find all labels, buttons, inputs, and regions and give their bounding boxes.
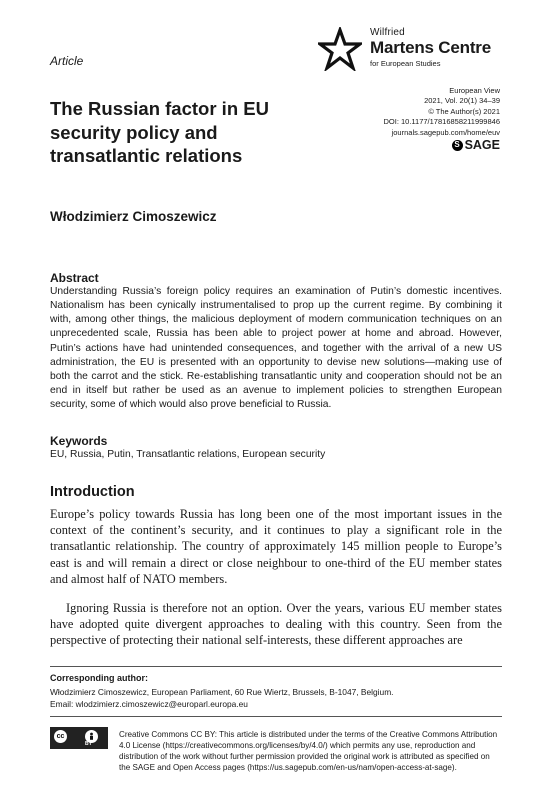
sage-wordmark: SAGE	[464, 138, 500, 153]
cc-icon: cc	[54, 730, 67, 743]
logo-line-1: Wilfried	[370, 27, 405, 38]
intro-paragraph-1: Europe’s policy towards Russia has long been one of the most important issues in the context of the continent’s security, and it continues to play a significant role in the transatlantic relationship. The country of approximately 145 million people to Europe’s east is and will remain a direct or close neighbour to one-third of the EU member states and almost half of NATO members.	[50, 507, 502, 586]
sage-logo-icon: S	[452, 140, 463, 151]
star-icon	[318, 27, 362, 71]
doi-link[interactable]: DOI: 10.1177/17816858211999846	[383, 117, 500, 127]
corresponding-heading: Corresponding author:	[50, 673, 148, 683]
abstract-text: Understanding Russia’s foreign policy requires an examination of Putin’s domestic incentives. Nationalism has been cynically instrumentalised to prop up the current regime. By combining it with, among other things, the malicious deployment of modern communication techniques on an unprecedented scale, Russia has been able to project power at home and abroad. However, Putin’s actions have had unintended consequences, and together with the arrival of a new US administration, the EU is presented with an opportunity to devise new solutions—making use of both the carrot and the stick. Re-establishing transatlantic unity and cooperation should not be an end in itself but rather be used as an avenue to implement policies to strengthen European security, some of which would also prove beneficial to Russia.	[50, 286, 502, 411]
journal-meta	[384, 86, 501, 151]
abstract-heading: Abstract	[50, 271, 99, 285]
article-title: The Russian factor in EU security policy and transatlantic relations	[50, 98, 269, 166]
logo-line-3: for European Studies	[370, 59, 441, 68]
logo-line-2: Martens Centre	[370, 38, 491, 57]
corresponding-email[interactable]: Email: wlodzimierz.cimoszewicz@europarl.europa.eu	[50, 699, 248, 709]
sage-logo	[452, 140, 500, 151]
keywords-heading: Keywords	[50, 434, 108, 448]
corresponding-address: Włodzimierz Cimoszewicz, European Parliament, 60 Rue Wiertz, Brussels, B-1047, Belgium.	[50, 687, 394, 697]
intro-paragraph-2: Ignoring Russia is therefore not an option. Over the years, various EU member states have adopted quite divergent approaches to dealing with this country. Seen from the perspective of protecting their national self-interests, these different approaches are	[50, 601, 502, 648]
article-type-label: Article	[50, 54, 84, 68]
copyright-line: © The Author(s) 2021	[428, 106, 500, 116]
publisher-logo	[318, 27, 508, 73]
author-name: Włodzimierz Cimoszewicz	[50, 209, 217, 224]
by-label: BY	[85, 741, 92, 747]
license-text	[50, 729, 502, 773]
journal-url-link[interactable]: journals.sagepub.com/home/euv	[391, 127, 500, 137]
introduction-heading: Introduction	[50, 484, 135, 500]
journal-name: European View	[449, 86, 500, 95]
keywords-text: EU, Russia, Putin, Transatlantic relations, European security	[50, 449, 326, 460]
footnote-divider	[50, 666, 502, 667]
journal-volume: 2021, Vol. 20(1) 34–39	[424, 96, 500, 106]
license-text-content: Creative Commons CC BY: This article is distributed under the terms of the Creative Commons Attribution 4.0 License (https://creativecommons.org/licenses/by/4.0/) which permits any use, reproduction and distribution of the work without further permission provided the original work is attributed as specified on the SAGE and Open Access pages (https://us.sagepub.com/en-us/nam/open-access-at-sage).	[119, 730, 498, 772]
license-divider	[50, 716, 502, 717]
